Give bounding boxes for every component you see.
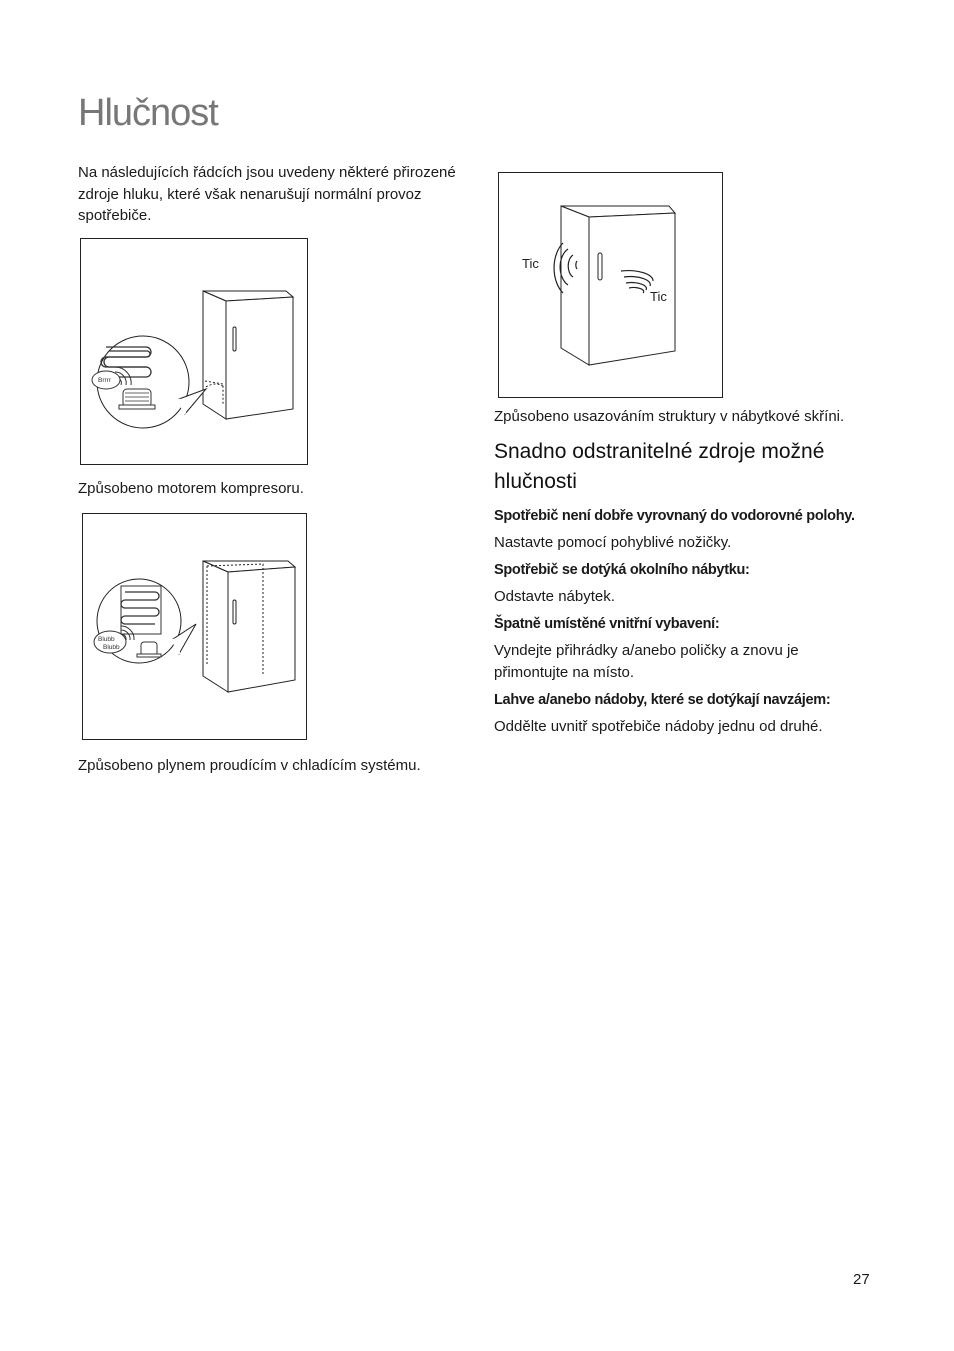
gas-flow-illustration [82, 513, 307, 740]
remedy-2: Odstavte nábytek. [494, 588, 615, 605]
tic-sound-label-1: Tic [522, 256, 539, 271]
intro-paragraph: Na následujících řádcích jsou uvedeny některé přirozené zdroje hluku, které však nenarušují normální provoz spotřebiče. [78, 164, 456, 224]
brrrr-sound-label: Brrrr [98, 377, 111, 384]
noise-remedies-list [494, 508, 874, 746]
problem-4: Lahve a/anebo nádoby, které se dotýkají navzájem: [494, 692, 831, 708]
problem-1: Spotřebič není dobře vyrovnaný do vodorovné polohy. [494, 508, 855, 524]
blubb-sound-label-2: Blubb [103, 644, 120, 651]
compressor-caption: Způsobeno motorem kompresoru. [78, 480, 304, 497]
cabinet-caption: Způsobeno usazováním struktury v nábytkové skříni. [494, 408, 845, 425]
problem-2: Spotřebič se dotýká okolního nábytku: [494, 562, 750, 578]
problem-3: Špatně umístěné vnitřní vybavení: [494, 616, 720, 632]
page-number: 27 [853, 1271, 870, 1288]
remedy-3: Vyndejte přihrádky a/anebo poličky a znovu je přimontujte na místo. [494, 642, 799, 681]
section-heading: Snadno odstranitelné zdroje možné hlučnosti [494, 440, 825, 493]
blubb-sound-label-1: Blubb [98, 636, 115, 643]
compressor-illustration [80, 238, 308, 465]
gas-flow-caption: Způsobeno plynem proudícím v chladícím systému. [78, 757, 421, 774]
cabinet-settling-illustration [498, 172, 723, 398]
remedy-4: Oddělte uvnitř spotřebiče nádoby jednu od druhé. [494, 718, 823, 735]
remedy-1: Nastavte pomocí pohyblivé nožičky. [494, 534, 732, 551]
page-title: Hlučnost [78, 92, 218, 134]
tic-sound-label-2: Tic [650, 289, 667, 304]
